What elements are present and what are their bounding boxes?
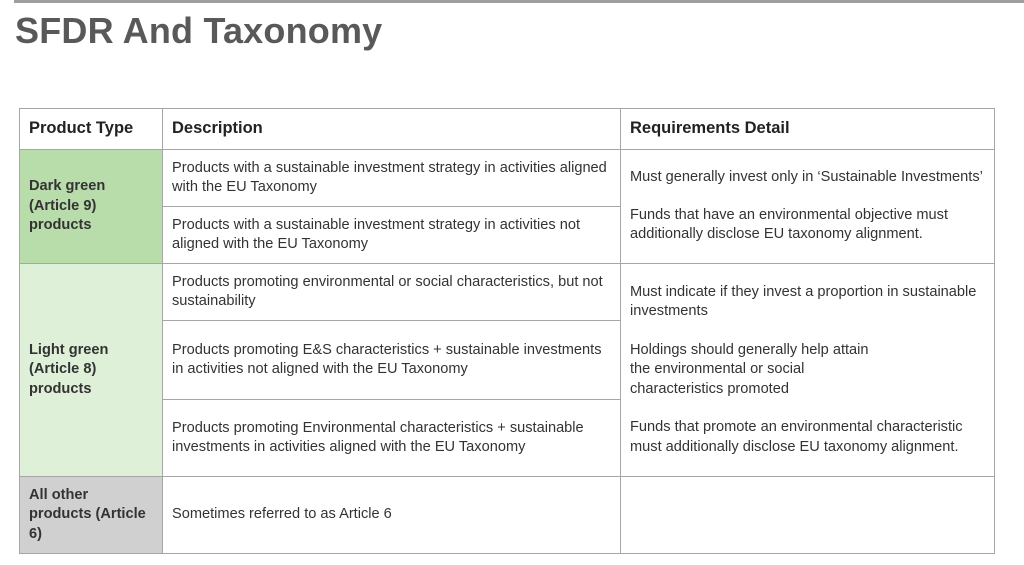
description-cell: Products with a sustainable investment strategy in activities not aligned with the EU Taxonomy [163,207,621,264]
header-requirements: Requirements Detail [621,109,995,150]
page-title: SFDR And Taxonomy [15,10,383,51]
table-row [20,150,995,207]
requirements-cell-dark-green [621,150,995,264]
description-cell: Products with a sustainable investment strategy in activities aligned with the EU Taxonomy [163,150,621,207]
requirement-text: Must generally invest only in ‘Sustainable Investments’ [630,169,983,186]
header-row [20,109,995,150]
requirements-cell-other [621,477,995,554]
table-row [20,264,995,321]
requirements-cell-light-green [621,264,995,477]
requirement-text: Must indicate if they invest a proportion in sustainable investments [630,283,977,320]
description-cell: Products promoting E&S characteristics + sustainable investments in activities not aligned with the EU Taxonomy [163,321,621,400]
table-row [20,477,995,554]
description-cell: Products promoting environmental or social characteristics, but not sustainability [163,264,621,321]
product-type-light-green: Light green (Article 8) products [20,264,163,477]
requirement-text: Funds that have an environmental objective must additionally disclose EU taxonomy alignment. [630,206,948,243]
header-description: Description [163,109,621,150]
product-type-dark-green: Dark green (Article 9) products [20,150,163,264]
description-cell: Products promoting Environmental characteristics + sustainable investments in activities aligned with the EU Taxonomy [163,400,621,477]
requirement-text: Holdings should generally help attain the environmental or social characteristics promoted [630,341,869,397]
product-type-other: All other products (Article 6) [20,477,163,554]
description-cell: Sometimes referred to as Article 6 [163,477,621,554]
sfdr-taxonomy-table [19,108,995,554]
top-divider [14,0,1024,3]
requirement-text: Funds that promote an environmental characteristic must additionally disclose EU taxonomy alignment. [630,419,963,455]
header-product-type: Product Type [20,109,163,150]
